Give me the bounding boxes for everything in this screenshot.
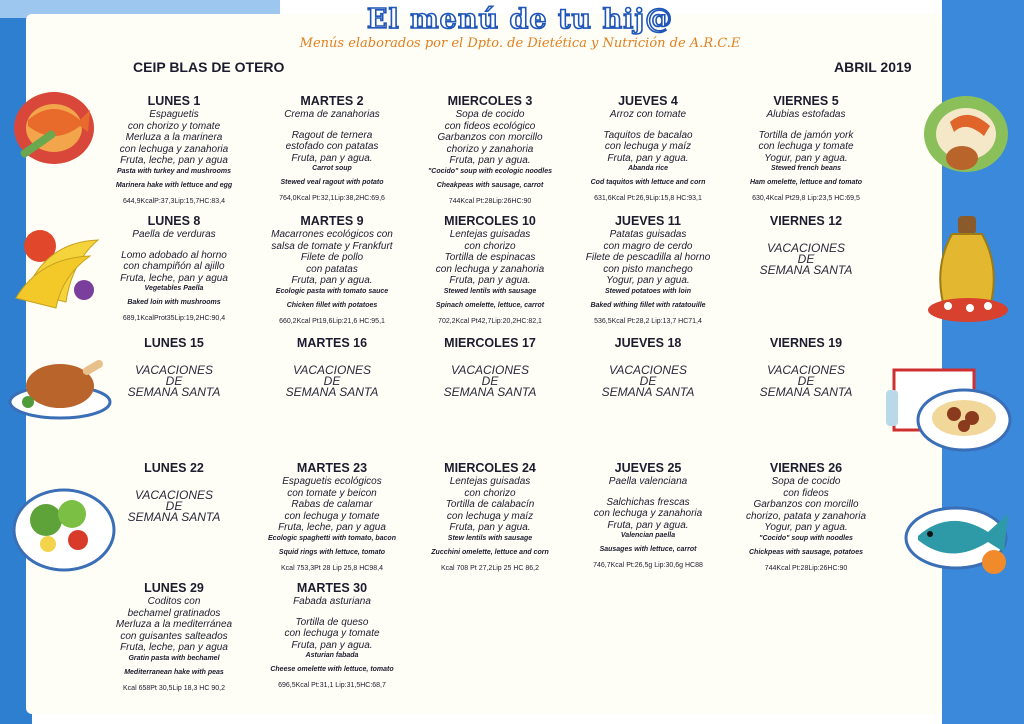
nutrition-info: 746,7Kcal Pt:26,5g Lip:30,6g HC88 [593, 562, 703, 569]
dish-line: con lechuga y tomate [758, 141, 854, 152]
holiday-notice: VACACIONES [134, 363, 214, 377]
dish-line: Merluza a la mediterránea [115, 619, 233, 630]
day-cell [253, 577, 411, 687]
day-heading: MIERCOLES 24 [444, 461, 536, 475]
dish-translation: Cheakpeas with sausage, carrot [436, 181, 544, 189]
holiday-notice: VACACIONES [134, 488, 214, 502]
nutrition-info: 696,5Kcal Pt:31,1 Lip:31,5HC:68,7 [278, 682, 386, 689]
dish-line: con fideos ecológico [444, 120, 536, 132]
day-heading: MIERCOLES 3 [447, 94, 533, 108]
dish-line: con magro de cerdo [603, 240, 693, 252]
dish-translation: Ham omelette, lettuce and tomato [749, 179, 863, 186]
holiday-notice: SEMANA SANTA [127, 385, 221, 399]
dish-line: con lechuga y tomate [284, 510, 380, 522]
dish-line: Fruta, leche, pan y agua [278, 522, 386, 533]
day-heading: LUNES 22 [144, 461, 204, 475]
spacer [569, 121, 727, 130]
spaghetti-meatballs-icon [874, 360, 1014, 460]
dish-line: Fruta, pan y agua. [607, 519, 689, 531]
dish-line: Sopa de cocido [455, 109, 525, 120]
nutrition-info: Kcal 658Pt 30,5Lip 18,3 HC 90,2 [123, 684, 225, 692]
fish-plate-icon [8, 80, 100, 170]
dish-translation: Asturian fabada [305, 652, 359, 659]
dish-line: con lechuga y tomate [284, 628, 380, 639]
dish-line: Tortilla de queso [295, 616, 369, 628]
dish-line: estofado con patatas [285, 141, 379, 152]
dish-line: Fruta, pan y agua. [449, 155, 531, 166]
menu-subtitle: Menús elaborados por el Dpto. de Dietética y Nutrición de A.R.C.E [299, 36, 741, 51]
day-cell [95, 90, 253, 210]
dish-line: Arroz con tomate [609, 109, 687, 120]
day-cell [569, 332, 727, 457]
day-heading: LUNES 8 [147, 214, 201, 228]
dish-translation: Zucchini omelette, lettuce and corn [431, 548, 549, 556]
spacer [253, 121, 411, 130]
holiday-notice: DE [481, 374, 499, 388]
holiday-notice: VACACIONES [608, 363, 688, 377]
dish-translation: Stewed lentils with sausage [443, 287, 537, 295]
dish-translation: Marinera hake with lettuce and egg [115, 181, 233, 189]
dish-line: con chorizo y tomate [127, 120, 221, 132]
dish-translation: Squid rings with lettuce, tomato [278, 548, 386, 556]
holiday-notice: DE [639, 374, 657, 388]
nutrition-info: 744Kcal Pt:28Lip:26HC:90 [448, 197, 532, 205]
dish-line: Paella de verduras [132, 229, 216, 240]
dish-line: Filete de pescadilla al horno [585, 252, 711, 263]
dish-line: Fruta, leche, pan y agua [120, 272, 228, 284]
nutrition-info: 660,2Kcal Pt19,6Lip:21,6 HC:95,1 [279, 317, 385, 325]
holiday-notice: DE [323, 374, 341, 388]
dish-line: Sopa de cocido [771, 476, 841, 487]
day-cell [253, 90, 411, 210]
day-heading: MIERCOLES 10 [444, 214, 536, 228]
dish-line: Paella valenciana [608, 476, 688, 487]
dish-translation: Sausages with lettuce, carrot [599, 546, 697, 553]
dish-translation: Mediterranean hake with peas [124, 668, 224, 676]
holiday-notice: DE [797, 374, 815, 388]
dish-line: Yogur, pan y agua. [764, 152, 848, 164]
roast-chicken-plate-icon [906, 86, 1012, 186]
dish-line: Espaguetis ecológicos [282, 476, 382, 487]
day-heading: LUNES 15 [144, 336, 204, 350]
day-cell [727, 332, 885, 457]
dish-line: Fruta, pan y agua. [449, 522, 531, 533]
dish-translation: Stew lentils with sausage [447, 534, 533, 542]
day-cell [95, 577, 253, 692]
day-cell [411, 332, 569, 457]
dish-translation: "Cocido" soup with ecologic noodles [427, 167, 553, 175]
dish-line: Espaguetis [149, 109, 199, 120]
dish-translation: Valencian paella [620, 532, 676, 539]
dish-line: con lechuga y zanahoria [435, 263, 545, 275]
day-cell [727, 210, 885, 332]
dish-line: Fruta, pan y agua. [291, 639, 373, 651]
dish-translation: Carrot soup [312, 165, 352, 172]
dish-line: Macarrones ecológicos con [271, 229, 393, 240]
dish-line: con fideos [783, 487, 829, 499]
dish-line: Ragout de ternera [291, 129, 373, 141]
dish-line: Tortilla de espinacas [444, 252, 536, 263]
holiday-notice: VACACIONES [766, 363, 846, 377]
day-cell [569, 210, 727, 332]
holiday-notice: SEMANA SANTA [285, 385, 379, 399]
dish-translation: Cheese omelette with lettuce, tomato [270, 666, 394, 673]
nutrition-info: Kcal 753,3Pt 28 Lip 25,8 HC98,4 [281, 564, 383, 572]
dish-translation: Ecologic pasta with tomato sauce [275, 287, 389, 295]
dish-line: Garbanzos con morcillo [753, 499, 859, 510]
day-heading: LUNES 29 [144, 581, 204, 595]
day-cell [411, 457, 569, 577]
dish-translation: "Cocido" soup with noodles [759, 534, 853, 542]
dish-line: con lechuga y maíz [604, 141, 692, 152]
day-cell [411, 210, 569, 332]
dish-line: Yogur, pan y agua. [606, 275, 690, 286]
dish-line: Fruta, pan y agua. [291, 152, 373, 164]
dish-line: Rabas de calamar [291, 499, 373, 510]
nutrition-info: 631,6Kcal Pt:26,9Lip:15,8 HC:93,1 [594, 195, 702, 202]
day-heading: VIERNES 12 [769, 214, 843, 228]
day-cell [95, 457, 253, 577]
dish-line: con lechuga y maíz [446, 510, 534, 522]
spacer [253, 608, 411, 617]
dish-line: Tortilla de calabacín [445, 499, 535, 510]
nutrition-info: 702,2Kcal Pt42,7Lip:20,2HC:82,1 [438, 317, 542, 325]
fish-platter-icon [900, 484, 1020, 580]
dish-line: con pisto manchego [603, 263, 693, 275]
day-cell [411, 90, 569, 210]
nutrition-info: 744Kcal Pt:28Lip:26HC:90 [764, 564, 848, 572]
day-heading: MIERCOLES 17 [444, 336, 536, 350]
dish-line: Fabada asturiana [293, 596, 371, 607]
dish-line: chorizo, patata y zanahoria [745, 510, 867, 522]
holiday-notice: VACACIONES [450, 363, 530, 377]
dish-line: con patatas [306, 263, 358, 275]
dish-line: con guisantes salteados [120, 630, 228, 642]
day-heading: MARTES 9 [300, 214, 364, 228]
dish-line: Salchichas frescas [606, 496, 690, 508]
holiday-notice: VACACIONES [292, 363, 372, 377]
nutrition-info: 630,4Kcal Pt29,8 Lip:23,5 HC:69,5 [752, 195, 860, 202]
day-heading: JUEVES 11 [614, 214, 681, 228]
holiday-notice: SEMANA SANTA [601, 385, 695, 399]
menu-calendar-grid [95, 90, 885, 692]
dish-line: con lechuga y zanahoria [119, 143, 229, 155]
school-name: CEIP BLAS DE OTERO [133, 59, 285, 75]
dish-line: salsa de tomate y Frankfurt [271, 240, 393, 252]
dish-line: Fruta, leche, pan y agua [120, 155, 228, 166]
day-heading: JUEVES 25 [614, 461, 682, 475]
holiday-notice: DE [165, 374, 183, 388]
dish-translation: Pasta with turkey and mushrooms [117, 167, 231, 175]
dish-line: Fruta, pan y agua. [607, 152, 689, 164]
holiday-notice: DE [165, 499, 183, 513]
holiday-notice: SEMANA SANTA [443, 385, 537, 399]
dish-line: con chorizo [464, 487, 516, 499]
day-heading: MARTES 23 [296, 461, 368, 475]
dish-translation: Stewed veal ragout with potato [280, 179, 384, 186]
day-cell [253, 210, 411, 332]
day-heading: VIERNES 5 [773, 94, 839, 108]
day-cell [253, 332, 411, 457]
dish-translation: Abanda rice [627, 165, 669, 172]
day-heading: JUEVES 4 [618, 94, 678, 108]
nutrition-info: Kcal 708 Pt 27,2Lip 25 HC 86,2 [440, 564, 540, 572]
spacer [569, 488, 727, 497]
dish-line: Alubias estofadas [766, 109, 846, 120]
dish-line: Patatas guisadas [609, 229, 687, 240]
day-cell [95, 210, 253, 332]
dish-line: Lomo adobado al horno [121, 249, 227, 261]
day-heading: MARTES 2 [300, 94, 364, 108]
dish-line: Lentejas guisadas [449, 476, 531, 487]
dish-line: chorizo y zanahoria [446, 143, 534, 155]
dish-line: Crema de zanahorias [284, 109, 380, 120]
nutrition-info: 689,1KcalProt35Lip:19,2HC:90,4 [122, 315, 226, 322]
dish-translation: Stewed potatoes with loin [605, 287, 691, 295]
dish-line: Merluza a la marinera [125, 132, 223, 143]
menu-title: El menú de tu hij@ [366, 4, 674, 35]
day-heading: MARTES 16 [296, 336, 368, 350]
day-cell [569, 457, 727, 577]
dish-line: Tortilla de jamón york [758, 129, 854, 141]
dish-line: Taquitos de bacalao [603, 129, 693, 141]
day-heading: LUNES 1 [147, 94, 201, 108]
dish-translation: Vegetables Paella [144, 285, 204, 292]
holiday-notice: SEMANA SANTA [127, 510, 221, 524]
holiday-notice: SEMANA SANTA [759, 385, 853, 399]
holiday-notice: SEMANA SANTA [759, 263, 853, 277]
holiday-notice: VACACIONES [766, 241, 846, 255]
dish-translation: Cod taquitos with lettuce and corn [590, 179, 706, 186]
spacer [95, 241, 253, 250]
dish-translation: Chickpeas with sausage, potatoes [749, 548, 863, 556]
dish-translation: Baked loin with mushrooms [127, 299, 221, 306]
olive-oil-jar-icon [918, 210, 1014, 330]
day-cell [253, 457, 411, 577]
day-cell [95, 332, 253, 457]
holiday-notice: DE [797, 252, 815, 266]
dish-translation: Gratin pasta with bechamel [128, 654, 220, 662]
day-heading: VIERNES 26 [769, 461, 843, 475]
dish-line: con chorizo [464, 240, 516, 252]
dish-line: Yogur, pan y agua. [764, 522, 848, 533]
day-heading: VIERNES 19 [769, 336, 843, 350]
dish-translation: Chicken fillet with potatoes [286, 301, 378, 309]
day-cell [569, 90, 727, 210]
dish-line: Fruta, pan y agua. [291, 275, 373, 286]
menu-month: ABRIL 2019 [834, 59, 912, 75]
dish-line: Garbanzos con morcillo [437, 132, 543, 143]
dish-translation: Ecologic spaghetti with tomato, bacon [268, 534, 396, 542]
dish-line: con lechuga y zanahoria [593, 508, 703, 519]
nutrition-info: 644,9KcalP:37,3Lip:15,7HC:83,4 [123, 197, 225, 205]
day-heading: MARTES 30 [296, 581, 368, 595]
dish-line: Coditos con [147, 596, 201, 607]
dish-line: Filete de pollo [300, 252, 364, 263]
dish-line: con champiñón al ajillo [123, 261, 225, 272]
dish-line: Fruta, leche, pan y agua [120, 642, 228, 653]
nutrition-info: 764,0Kcal Pt:32,1Lip:38,2HC:69,6 [279, 195, 385, 202]
dish-line: Lentejas guisadas [449, 229, 531, 240]
dish-line: Fruta, pan y agua. [449, 275, 531, 286]
dish-translation: Baked withing fillet with ratatouille [590, 301, 706, 309]
nutrition-info: 536,5Kcal Pt:28,2 Lip:13,7 HC71,4 [594, 317, 702, 325]
spacer [727, 121, 885, 130]
dish-line: con tomate y beicon [287, 487, 377, 499]
day-heading: JUEVES 18 [614, 336, 682, 350]
dish-translation: Spinach omelette, lettuce, carrot [435, 301, 545, 309]
dish-line: bechamel gratinados [127, 607, 221, 619]
dish-translation: Stewed french beans [770, 165, 842, 172]
day-cell [727, 457, 885, 577]
day-cell [727, 90, 885, 210]
